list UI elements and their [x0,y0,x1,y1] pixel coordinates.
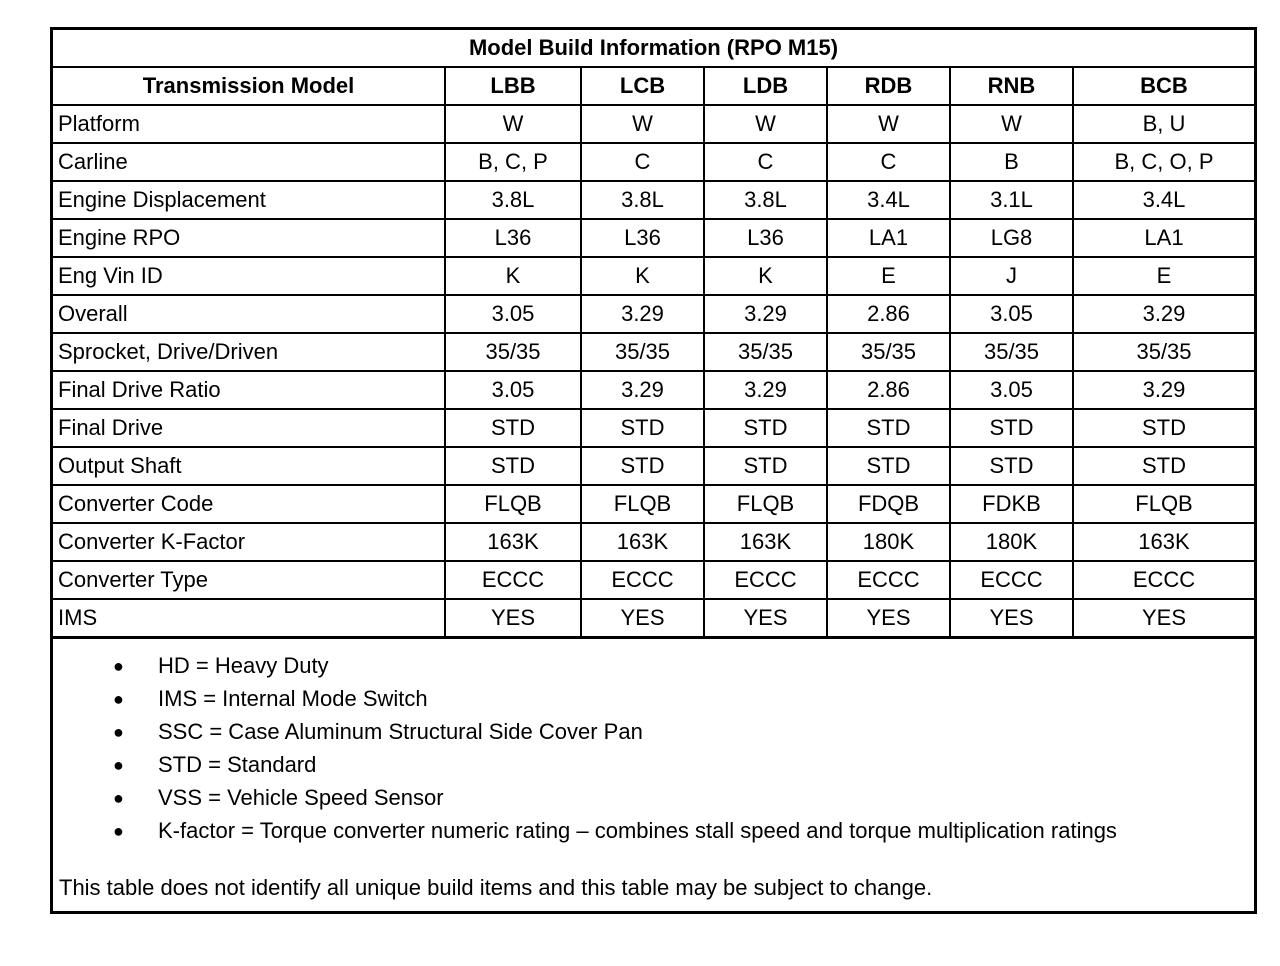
table-cell: 3.1L [950,181,1073,219]
note-text: VSS = Vehicle Speed Sensor [158,785,444,810]
table-cell: J [950,257,1073,295]
table-cell: STD [704,447,827,485]
table-cell: ECCC [950,561,1073,599]
bullet-icon: ● [113,755,124,775]
table-cell: 3.29 [1073,295,1254,333]
row-label: Platform [53,105,445,143]
row-label: IMS [53,599,445,638]
table-cell: W [581,105,704,143]
table-cell: 3.4L [827,181,950,219]
table-cell: K [704,257,827,295]
table-cell: FLQB [1073,485,1254,523]
table-cell: FDQB [827,485,950,523]
table-cell: L36 [581,219,704,257]
column-header-transmission-model: Transmission Model [53,67,445,105]
row-label: Converter K-Factor [53,523,445,561]
table-row [53,409,1254,447]
row-label: Engine RPO [53,219,445,257]
table-cell: 35/35 [950,333,1073,371]
table-cell: 180K [827,523,950,561]
note-text: IMS = Internal Mode Switch [158,686,428,711]
list-item [53,717,1254,750]
table-row [53,561,1254,599]
table-cell: B [950,143,1073,181]
table-cell: 3.29 [704,295,827,333]
table-cell: L36 [704,219,827,257]
table-row [53,143,1254,181]
table-cell: STD [445,409,581,447]
table-cell: W [445,105,581,143]
bullet-icon: ● [113,821,124,841]
table-cell: STD [827,447,950,485]
row-label: Carline [53,143,445,181]
table-cell: ECCC [827,561,950,599]
table-cell: W [704,105,827,143]
notes-section [53,639,1254,911]
column-header-lcb: LCB [581,67,704,105]
table-cell: STD [445,447,581,485]
table-cell: 3.29 [704,371,827,409]
table-cell: C [704,143,827,181]
table-cell: LA1 [1073,219,1254,257]
table-cell: YES [445,599,581,638]
row-label: Converter Code [53,485,445,523]
bullet-icon: ● [113,656,124,676]
table-cell: LA1 [827,219,950,257]
table-cell: 35/35 [827,333,950,371]
table-cell: STD [704,409,827,447]
table-cell: FLQB [704,485,827,523]
table-cell: 3.05 [950,371,1073,409]
list-item [53,783,1254,816]
table-cell: 3.05 [445,295,581,333]
table-row [53,523,1254,561]
table-cell: FLQB [581,485,704,523]
table-row [53,333,1254,371]
table-cell: E [827,257,950,295]
table-cell: 2.86 [827,371,950,409]
table-cell: 163K [704,523,827,561]
table-title: Model Build Information (RPO M15) [53,29,1254,68]
list-item [53,651,1254,684]
table-cell: STD [581,447,704,485]
note-text: HD = Heavy Duty [158,653,329,678]
table-cell: 163K [581,523,704,561]
table-cell: YES [581,599,704,638]
table-cell: 3.8L [704,181,827,219]
table-cell: ECCC [1073,561,1254,599]
table-cell: 35/35 [1073,333,1254,371]
table-cell: 3.29 [1073,371,1254,409]
table-cell: 3.05 [950,295,1073,333]
list-item [53,816,1254,849]
column-header-rnb: RNB [950,67,1073,105]
table-header-row [53,67,1254,105]
column-header-bcb: BCB [1073,67,1254,105]
table-cell: 3.4L [1073,181,1254,219]
table-cell: FDKB [950,485,1073,523]
table-cell: C [827,143,950,181]
table-cell: W [950,105,1073,143]
table-cell: 163K [445,523,581,561]
table-cell: 2.86 [827,295,950,333]
table-cell: K [581,257,704,295]
row-label: Final Drive Ratio [53,371,445,409]
note-text: K-factor = Torque converter numeric rating – combines stall speed and torque multiplication ratings [158,818,1117,843]
row-label: Overall [53,295,445,333]
model-build-table [53,27,1254,639]
table-cell: 180K [950,523,1073,561]
table-row [53,371,1254,409]
row-label: Eng Vin ID [53,257,445,295]
row-label: Output Shaft [53,447,445,485]
table-body [53,105,1254,638]
table-title-row [53,29,1254,68]
table-cell: YES [950,599,1073,638]
table-row [53,181,1254,219]
column-header-rdb: RDB [827,67,950,105]
table-cell: STD [827,409,950,447]
table-cell: 3.8L [581,181,704,219]
row-label: Engine Displacement [53,181,445,219]
note-text: SSC = Case Aluminum Structural Side Cover Pan [158,719,643,744]
table-cell: 3.05 [445,371,581,409]
table-cell: YES [827,599,950,638]
table-cell: W [827,105,950,143]
bullet-icon: ● [113,722,124,742]
table-cell: E [1073,257,1254,295]
table-cell: C [581,143,704,181]
table-cell: STD [1073,447,1254,485]
table-row [53,485,1254,523]
table-row [53,219,1254,257]
table-row [53,105,1254,143]
note-text: STD = Standard [158,752,317,777]
row-label: Sprocket, Drive/Driven [53,333,445,371]
table-cell: LG8 [950,219,1073,257]
column-header-ldb: LDB [704,67,827,105]
table-cell: B, C, P [445,143,581,181]
abbreviation-list [53,651,1254,849]
table-row [53,295,1254,333]
table-cell: ECCC [445,561,581,599]
table-cell: 35/35 [704,333,827,371]
table-row [53,447,1254,485]
row-label: Final Drive [53,409,445,447]
row-label: Converter Type [53,561,445,599]
table-cell: STD [950,409,1073,447]
list-item [53,684,1254,717]
model-build-document [50,27,1257,914]
bullet-icon: ● [113,788,124,808]
table-cell: L36 [445,219,581,257]
table-cell: 3.8L [445,181,581,219]
table-cell: YES [1073,599,1254,638]
table-cell: ECCC [581,561,704,599]
table-cell: B, C, O, P [1073,143,1254,181]
table-cell: 3.29 [581,371,704,409]
table-cell: STD [1073,409,1254,447]
table-cell: 163K [1073,523,1254,561]
bullet-icon: ● [113,689,124,709]
table-cell: STD [581,409,704,447]
list-item [53,750,1254,783]
table-cell: ECCC [704,561,827,599]
disclaimer-text: This table does not identify all unique build items and this table may be subject to change. [59,875,933,900]
table-row [53,257,1254,295]
table-cell: FLQB [445,485,581,523]
table-row [53,599,1254,638]
table-cell: 35/35 [581,333,704,371]
table-cell: B, U [1073,105,1254,143]
column-header-lbb: LBB [445,67,581,105]
table-cell: 3.29 [581,295,704,333]
table-cell: YES [704,599,827,638]
table-cell: STD [950,447,1073,485]
table-cell: K [445,257,581,295]
table-cell: 35/35 [445,333,581,371]
